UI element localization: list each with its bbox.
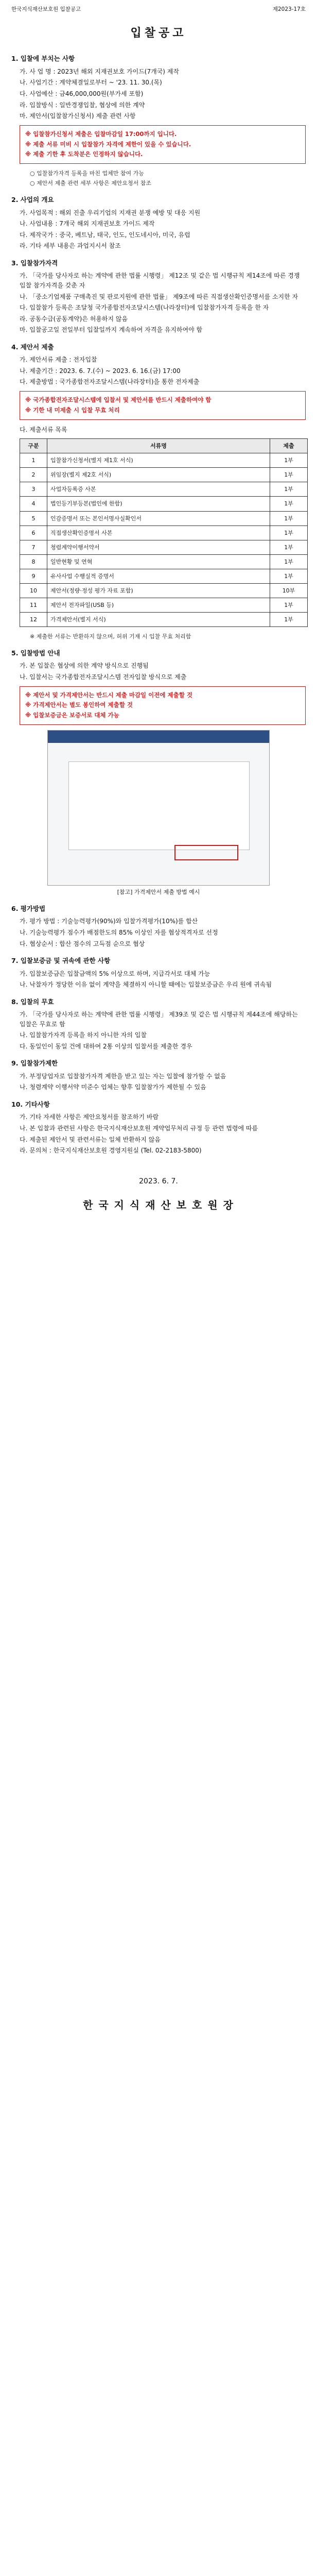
- table-cell: 1: [20, 453, 47, 468]
- table-row: [20, 540, 308, 554]
- table-cell: 제안서 전자파일(USB 등): [47, 598, 270, 612]
- table-row: [20, 468, 308, 482]
- column-header: 서류명: [47, 439, 270, 453]
- table-cell: 7: [20, 540, 47, 554]
- table-cell: 입찰참가신청서(별지 제1호 서식): [47, 453, 270, 468]
- table-cell: 5: [20, 511, 47, 526]
- warning-line: ※ 입찰참가신청서 제출은 입찰마감일 17:00까지 입니다.: [25, 130, 177, 138]
- section-7-item: 나. 낙찰자가 정당한 이유 없이 계약을 체결하지 아니할 때에는 입찰보증금은 우리 원에 귀속됨: [20, 981, 272, 989]
- table-cell: 청렴계약이행서약서: [47, 540, 270, 554]
- column-header: 제출: [270, 439, 308, 453]
- warning-line: ※ 제안서 및 가격제안서는 반드시 제출 마감일 이전에 제출할 것: [25, 691, 192, 699]
- section-6-heading: 6. 평가방법: [11, 905, 46, 912]
- section-6-item: 다. 협상순서 : 합산 점수의 고득점 순으로 협상: [20, 940, 145, 947]
- section-10-item: 다. 제출된 제안서 및 관련서류는 일체 반환하지 않음: [20, 1136, 161, 1143]
- section-2-item: 라. 기타 세부 내용은 과업지시서 참조: [20, 242, 121, 250]
- table-cell: 8: [20, 554, 47, 569]
- section-3-item: 나. 「중소기업제품 구매촉진 및 판로지원에 관한 법률」 제9조에 따른 직접생산확인증명서를 소지한 자: [20, 293, 298, 300]
- section-1: [0, 54, 317, 188]
- section-5-heading: 5. 입찰방법 안내: [11, 649, 60, 657]
- warning-line: ※ 국가종합전자조달시스템에 입찰서 및 제안서를 반드시 제출하여야 함: [25, 396, 212, 404]
- table-row: [20, 583, 308, 598]
- table-cell: 제안서(정량·정성 평가 자료 포함): [47, 583, 270, 598]
- table-row: [20, 612, 308, 626]
- table-cell: 1부: [270, 511, 308, 526]
- table-row: [20, 482, 308, 497]
- table-row: [20, 497, 308, 511]
- table-cell: 1부: [270, 453, 308, 468]
- table-cell: 가격제안서(별지 서식): [47, 612, 270, 626]
- screenshot-form-panel: [68, 761, 250, 850]
- table-cell: 11: [20, 598, 47, 612]
- table-row: [20, 598, 308, 612]
- table-cell: 12: [20, 612, 47, 626]
- section-10: [0, 1099, 317, 1156]
- table-cell: 사업자등록증 사본: [47, 482, 270, 497]
- section-5: [0, 648, 317, 896]
- table-cell: 1부: [270, 482, 308, 497]
- header-left: 한국지식재산보호원 입찰공고: [11, 6, 81, 12]
- section-5-item: 나. 입찰서는 국가종합전자조달시스템 전자입찰 방식으로 제출: [20, 673, 187, 681]
- section-8: [0, 997, 317, 1052]
- warning-line: ※ 제출 기한 후 도착분은 인정하지 않습니다.: [25, 150, 143, 158]
- section-1-heading: 1. 입찰에 부치는 사항: [11, 55, 75, 63]
- table-cell: 1부: [270, 468, 308, 482]
- column-header: 구분: [20, 439, 47, 453]
- table-cell: 1부: [270, 569, 308, 583]
- section-7-item: 가. 입찰보증금은 입찰금액의 5% 이상으로 하며, 지급각서로 대체 가능: [20, 970, 210, 977]
- note: ○ 입찰참가자격 등록을 마친 업체만 참여 가능: [30, 170, 144, 177]
- section-1-item: 마. 제안서(입찰참가신청서) 제출 관련 사항: [20, 112, 136, 120]
- table-cell: 10부: [270, 583, 308, 598]
- section-8-item: 다. 동일인이 동일 건에 대하여 2통 이상의 입찰서를 제출한 경우: [20, 1042, 192, 1050]
- table-cell: 1부: [270, 554, 308, 569]
- table-cell: 1부: [270, 598, 308, 612]
- section-2-item: 나. 사업내용 : 7개국 해외 지재권보호 가이드 제작: [20, 220, 155, 228]
- table-cell: 10: [20, 583, 47, 598]
- section-7-heading: 7. 입찰보증금 및 귀속에 관한 사항: [11, 957, 111, 965]
- section-4-item: 다. 제출방법 : 국가종합전자조달시스템(나라장터)을 통한 전자제출: [20, 378, 200, 386]
- section-9-heading: 9. 입찰참가제한: [11, 1059, 58, 1067]
- screenshot-highlight-box: [174, 845, 238, 860]
- table-row: [20, 453, 308, 468]
- section-4-item: 가. 제안서류 제출 : 전자입찰: [20, 356, 97, 364]
- table-row: [20, 554, 308, 569]
- section-5-item: 가. 본 입찰은 협상에 의한 계약 방식으로 진행됨: [20, 662, 149, 670]
- warning-line: ※ 기한 내 미제출 시 입찰 무효 처리: [25, 406, 120, 414]
- section-6-item: 나. 기술능력평가 점수가 배점한도의 85% 이상인 자를 협상적격자로 선정: [20, 928, 218, 936]
- section-6-item: 가. 평가 방법 : 기술능력평가(90%)와 입찰가격평가(10%)를 합산: [20, 918, 198, 925]
- warning-line: ※ 가격제안서는 별도 봉인하여 제출할 것: [25, 701, 133, 709]
- section-8-item: 가. 「국가를 당사자로 하는 계약에 관한 법률 시행령」 제39조 및 같은 법 시행규칙 제44조에 해당하는 입찰은 무효로 함: [20, 1011, 298, 1028]
- section-1-item: 다. 사업예산 : 금46,000,000원(부가세 포함): [20, 90, 144, 97]
- table-cell: 1부: [270, 526, 308, 540]
- table-cell: 인감증명서 또는 본인서명사실확인서: [47, 511, 270, 526]
- issuer-signature: 한 국 지 식 재 산 보 호 원 장: [83, 1199, 234, 1212]
- warning-line: ※ 제출 서류 미비 시 입찰참가 자격에 제한이 있을 수 있습니다.: [25, 140, 191, 148]
- section-3-heading: 3. 입찰참가자격: [11, 259, 58, 267]
- screenshot-header-bar: [48, 731, 269, 743]
- warning-box: [20, 391, 306, 420]
- table-heading: 다. 제출서류 목록: [20, 426, 67, 433]
- table-cell: 위임장(별지 제2호 서식): [47, 468, 270, 482]
- section-10-item: 라. 문의처 : 한국지식재산보호원 경영지원실 (Tel. 02-2183-5800): [20, 1147, 202, 1155]
- table-cell: 9: [20, 569, 47, 583]
- section-10-heading: 10. 기타사항: [11, 1100, 50, 1109]
- table-row: [20, 569, 308, 583]
- table-cell: 일반현황 및 연혁: [47, 554, 270, 569]
- section-3: [0, 258, 317, 335]
- section-4: [0, 342, 317, 641]
- warning-box: [20, 686, 306, 725]
- document-header: [0, 0, 317, 13]
- table-cell: 1부: [270, 497, 308, 511]
- section-10-item: 나. 본 입찰과 관련된 사항은 한국지식재산보호원 계약업무처리 규정 등 관련 법령에 따름: [20, 1125, 258, 1132]
- note: ○ 제안서 제출 관련 세부 사항은 제안요청서 참조: [30, 180, 151, 187]
- section-9-item: 나. 청렴계약 이행서약 미준수 업체는 향후 입찰참가가 제한될 수 있음: [20, 1083, 206, 1091]
- table-cell: 3: [20, 482, 47, 497]
- table-row: [20, 526, 308, 540]
- table-cell: 4: [20, 497, 47, 511]
- table-cell: 1부: [270, 540, 308, 554]
- section-1-item: 나. 사업기간 : 계약체결일로부터 ~ '23. 11. 30.(목): [20, 79, 162, 87]
- section-2-heading: 2. 사업의 개요: [11, 196, 54, 204]
- section-2-item: 다. 제작국가 : 중국, 베트남, 태국, 인도, 인도네시아, 미국, 유럽: [20, 231, 190, 239]
- section-7: [0, 956, 317, 990]
- section-3-item: 마. 입찰공고일 전일부터 입찰일까지 계속하여 자격을 유지하여야 함: [20, 326, 203, 334]
- section-8-item: 나. 입찰참가자격 등록을 하지 아니한 자의 입찰: [20, 1031, 147, 1039]
- section-4-heading: 4. 제안서 제출: [11, 343, 54, 351]
- section-2-item: 가. 사업목적 : 해외 진출 우리기업의 지재권 분쟁 예방 및 대응 지원: [20, 209, 201, 216]
- note: ※ 제출한 서류는 반환하지 않으며, 허위 기재 시 입찰 무효 처리함: [30, 633, 191, 640]
- table-cell: 6: [20, 526, 47, 540]
- table-cell: 2: [20, 468, 47, 482]
- table-cell: 1부: [270, 612, 308, 626]
- warning-box: [20, 125, 306, 164]
- section-8-heading: 8. 입찰의 무효: [11, 997, 54, 1006]
- section-9: [0, 1058, 317, 1092]
- section-3-item: 라. 공동수급(공동계약)은 허용하지 않음: [20, 315, 128, 323]
- header-right: 제2023-17호: [272, 6, 306, 12]
- section-10-item: 가. 기타 자세한 사항은 제안요청서를 참조하기 바람: [20, 1113, 159, 1121]
- section-4-item: 나. 제출기간 : 2023. 6. 7.(수) ~ 2023. 6. 16.(금) 17:00: [20, 367, 181, 375]
- table-row: [20, 511, 308, 526]
- table-cell: 직접생산확인증명서 사본: [47, 526, 270, 540]
- documents-table: [20, 438, 308, 627]
- section-9-item: 가. 부정당업자로 입찰참가자격 제한을 받고 있는 자는 입찰에 참가할 수 없음: [20, 1072, 226, 1080]
- screenshot-caption: [참고] 가격제안서 제출 방법 예시: [117, 888, 200, 895]
- notice-date: 2023. 6. 7.: [139, 1177, 178, 1185]
- table-cell: 유사사업 수행실적 증명서: [47, 569, 270, 583]
- warning-line: ※ 입찰보증금은 보증서로 대체 가능: [25, 711, 119, 719]
- section-3-item: 가. 「국가를 당사자로 하는 계약에 관한 법률 시행령」 제12조 및 같은 법 시행규칙 제14조에 따른 경쟁입찰 참가자격을 갖춘 자: [20, 272, 300, 289]
- section-1-item: 라. 입찰방식 : 일반경쟁입찰, 협상에 의한 계약: [20, 101, 145, 109]
- section-3-item: 다. 입찰참가 등록은 조달청 국가종합전자조달시스템(나라장터)에 입찰참가자격 등록을 한 자: [20, 304, 269, 312]
- table-cell: 법인등기부등본(법인에 한함): [47, 497, 270, 511]
- section-2: [0, 195, 317, 251]
- section-1-item: 가. 사 업 명 : 2023년 해외 지재권보호 가이드(7개국) 제작: [20, 67, 179, 75]
- page-title: 입찰공고: [130, 27, 187, 40]
- section-6: [0, 904, 317, 948]
- reference-screenshot: [47, 730, 270, 886]
